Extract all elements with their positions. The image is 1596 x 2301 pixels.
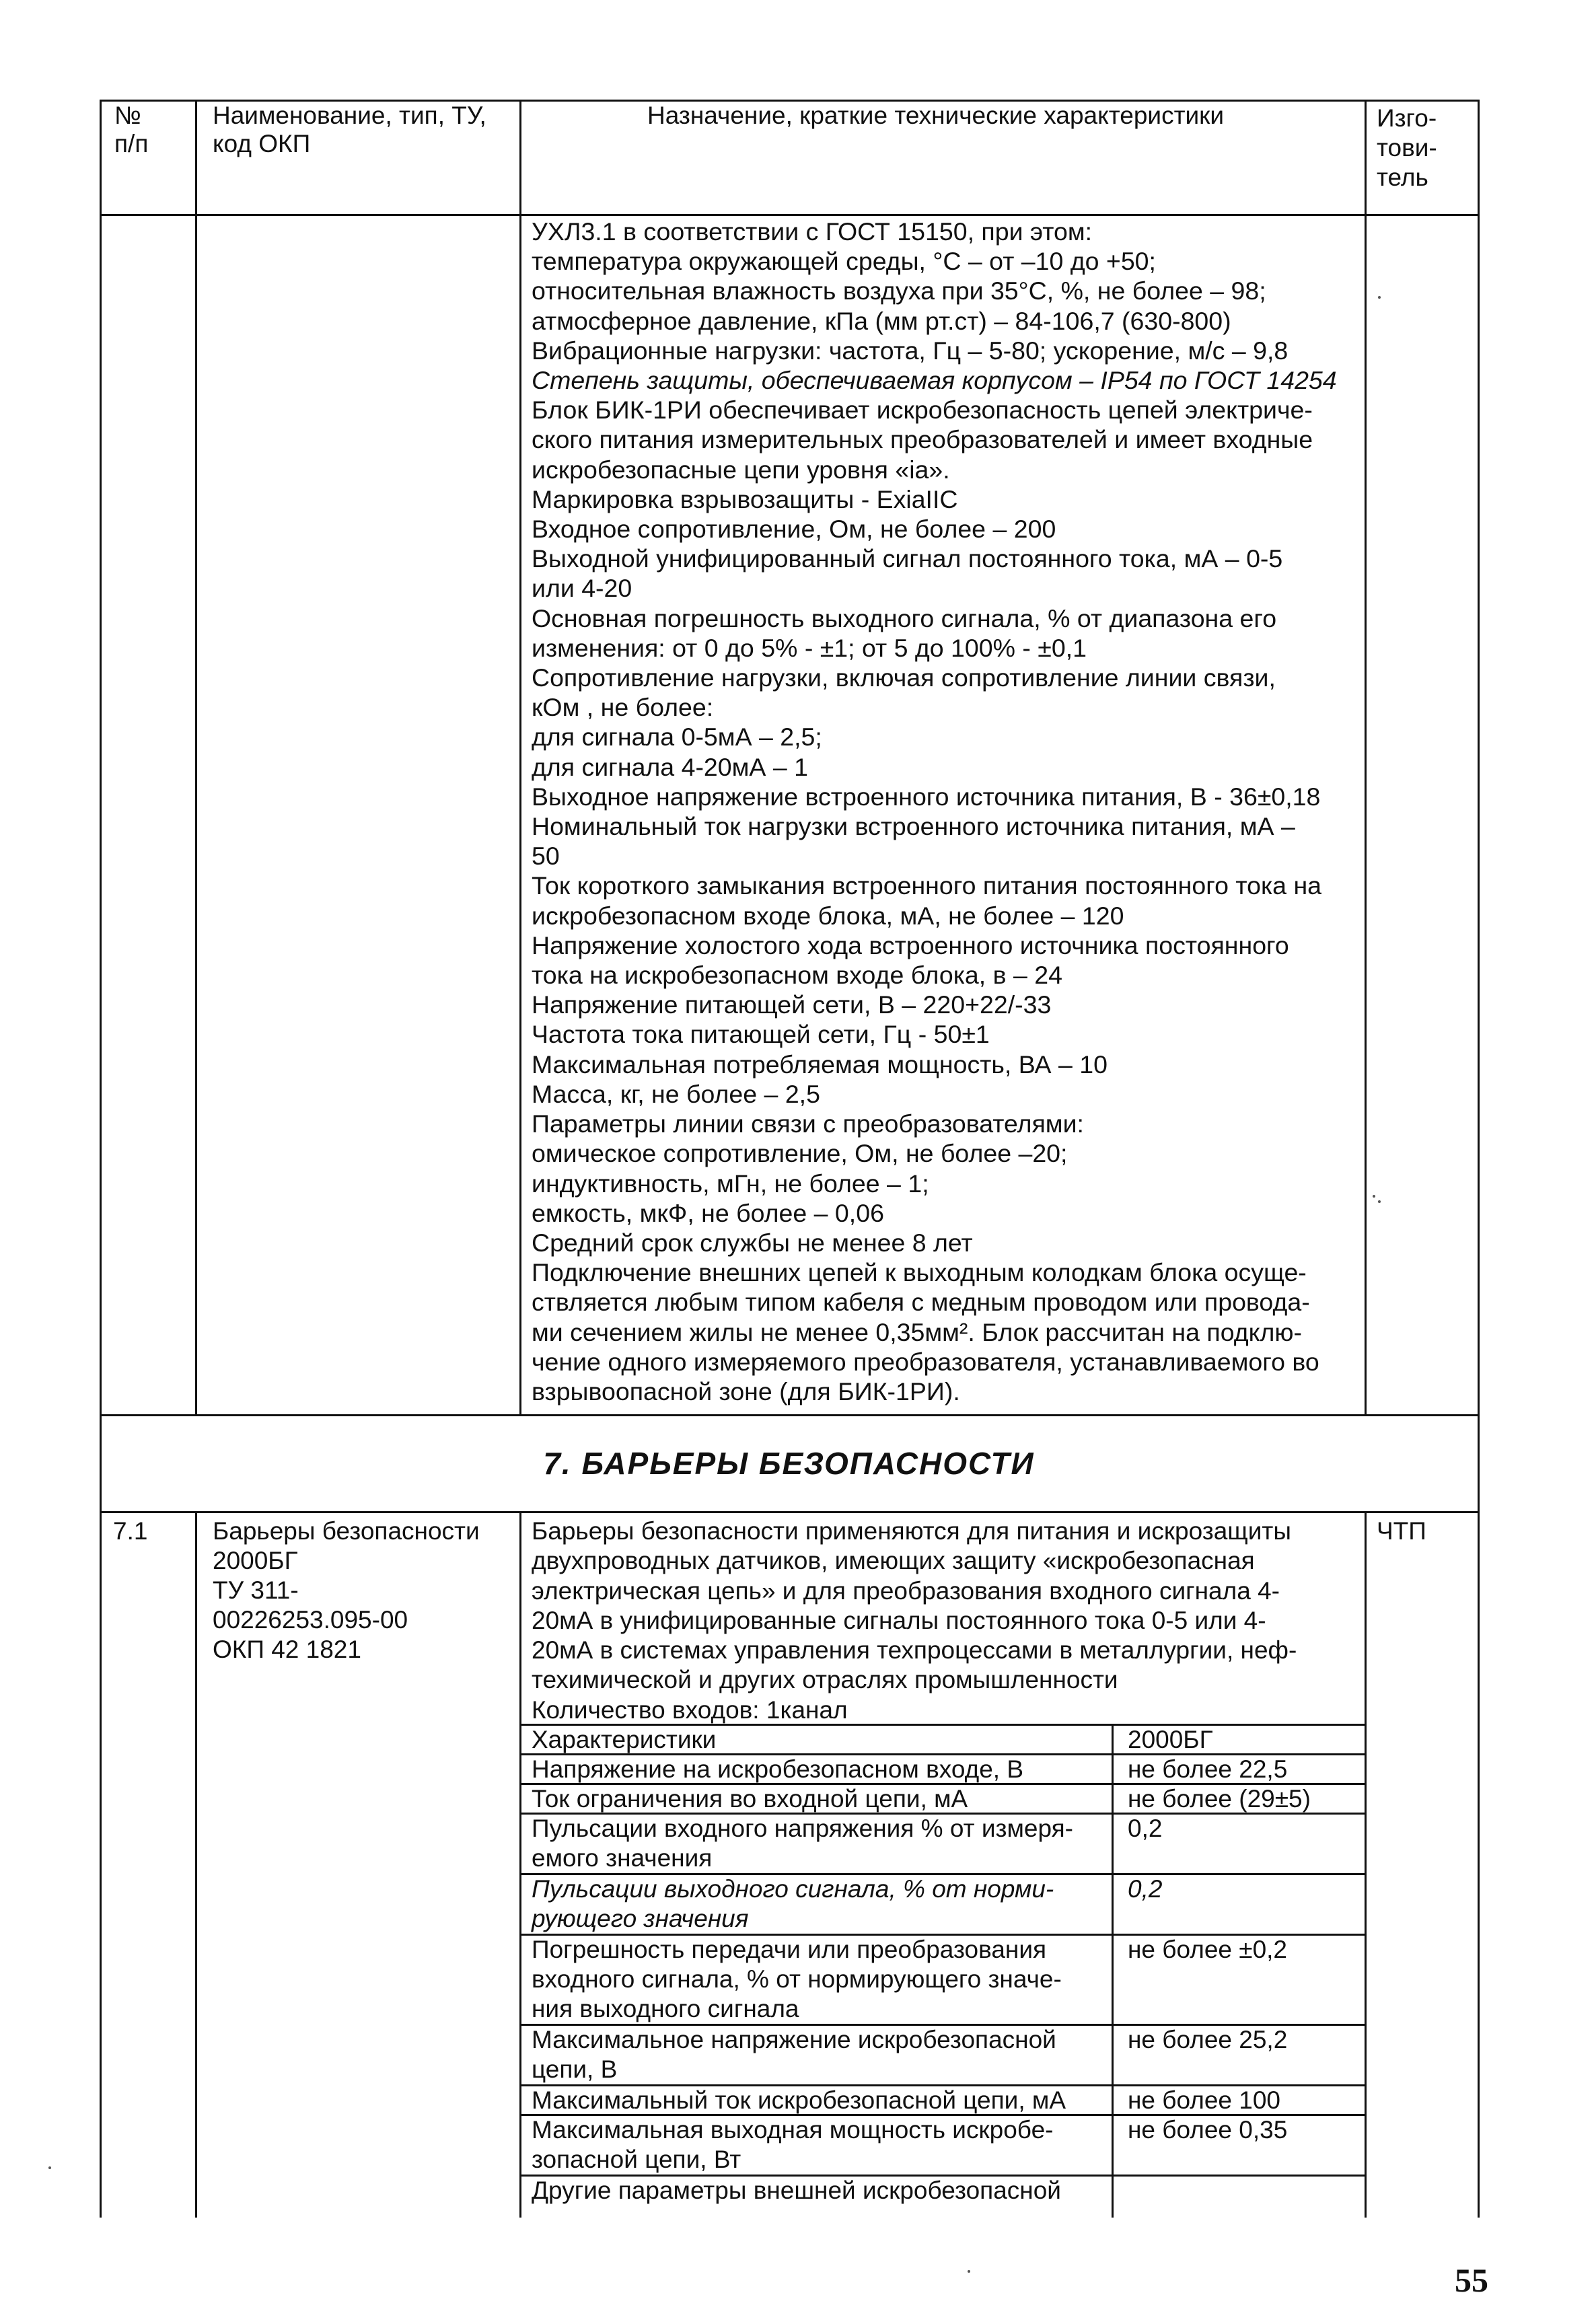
spec-value: не более 0,35 (1128, 2116, 1288, 2144)
intro-line: техимической и других отраслях промышленности (532, 1666, 1118, 1694)
intro-line: Количество входов: 1канал (532, 1695, 848, 1724)
description-line: Масса, кг, не более – 2,5 (532, 1079, 820, 1108)
spec-divider (1112, 1724, 1114, 2218)
section-band-top-border (100, 1414, 1479, 1416)
page-number: 55 (1455, 2261, 1488, 2299)
description-line: Основная погрешность выходного сигнала, % от диапазона его (532, 604, 1277, 632)
scan-speck (1373, 1195, 1375, 1198)
item-intro (532, 1517, 1297, 1725)
description-line: кОм , не более: (532, 693, 714, 722)
col-line-right (1478, 100, 1480, 1416)
item-name-line: Барьеры безопасности (213, 1517, 480, 1545)
spec-value: не более 25,2 (1128, 2026, 1288, 2053)
spec-param: цепи, В (532, 2055, 618, 2083)
description-line: Максимальная потребляемая мощность, ВА – 10 (532, 1050, 1108, 1079)
spec-param: входного сигнала, % от нормирующего значе- (532, 1965, 1062, 1993)
col-line-num-2 (195, 1511, 197, 2218)
description-line: изменения: от 0 до 5% - ±1; от 5 до 100% - ±0,1 (532, 633, 1087, 662)
header-purpose: Назначение, краткие технические характеристики (647, 102, 1225, 129)
header-maker-line1: Изго- (1377, 104, 1437, 132)
spec-value: не более (29±5) (1128, 1785, 1311, 1813)
col-line-right-2 (1478, 1511, 1480, 2218)
scan-speck (1378, 296, 1381, 299)
col-line-name (519, 100, 521, 1416)
spec-param: Пульсации выходного сигнала, % от норми- (532, 1875, 1054, 1903)
col-line-name-2 (519, 1511, 521, 2218)
spec-param: Ток ограничения во входной цепи, мА (532, 1785, 968, 1813)
header-bottom-border (100, 214, 1479, 216)
description-line: искробезопасные цепи уровня «ia». (532, 455, 950, 484)
spec-param: Погрешность передачи или преобразования (532, 1936, 1047, 1963)
description-line: Маркировка взрывозащиты - ExiaIIC (532, 484, 958, 513)
description-line: температура окружающей среды, °С – от –10 до +50; (532, 247, 1156, 276)
description-line: тока на искробезопасном входе блока, в – 24 (532, 961, 1062, 990)
description-line: Номинальный ток нагрузки встроенного источника питания, мА – (532, 812, 1295, 841)
spec-param: емого значения (532, 1844, 713, 1872)
description-line: Выходной унифицированный сигнал постоянного тока, мА – 0-5 (532, 544, 1283, 573)
spec-value: не более 100 (1128, 2086, 1281, 2114)
description-line: Частота тока питающей сети, Гц - 50±1 (532, 1020, 990, 1049)
item-maker: ЧТП (1377, 1517, 1426, 1545)
description-line: Средний срок службы не менее 8 лет (532, 1228, 973, 1257)
col-line-left (100, 100, 102, 1416)
description-line: ского питания измерительных преобразователей и имеет входные (532, 425, 1313, 454)
col-line-num (195, 100, 197, 1416)
band-line-right (1478, 1414, 1480, 1513)
header-num-line2: п/п (114, 130, 149, 157)
spec-param: ния выходного сигнала (532, 1995, 799, 2022)
description-line: относительная влажность воздуха при 35°С, %, не более – 98; (532, 277, 1266, 305)
continued-description (532, 217, 1337, 1406)
item-name-line: 2000БГ (213, 1547, 298, 1574)
spec-value: 0,2 (1128, 1875, 1163, 1903)
description-line: ми сечением жилы не менее 0,35мм². Блок рассчитан на подклю- (532, 1317, 1302, 1346)
description-line: Сопротивление нагрузки, включая сопротивление линии связи, (532, 663, 1276, 692)
item-name-line: 00226253.095-00 (213, 1606, 408, 1634)
description-line: Вибрационные нагрузки: частота, Гц – 5-80; ускорение, м/с – 9,8 (532, 336, 1289, 365)
description-line: Степень защиты, обеспечиваемая корпусом – IP54 по ГОСТ 14254 (532, 366, 1337, 395)
description-line: для сигнала 4-20мА – 1 (532, 752, 808, 781)
description-line: для сигнала 0-5мА – 2,5; (532, 723, 822, 752)
description-line: атмосферное давление, кПа (мм рт.ст) – 84-106,7 (630-800) (532, 306, 1231, 335)
description-line: Входное сопротивление, Ом, не более – 200 (532, 515, 1056, 544)
description-line: емкость, мкФ, не более – 0,06 (532, 1198, 884, 1227)
col-line-left-2 (100, 1511, 102, 2218)
item-number: 7.1 (113, 1517, 148, 1545)
description-line: 50 (532, 842, 560, 871)
intro-line: 20мА в системах управления техпроцессами в металлургии, неф- (532, 1636, 1297, 1665)
spec-param: Максимальный ток искробезопасной цепи, мА (532, 2086, 1066, 2114)
spec-value: не более ±0,2 (1128, 1936, 1288, 1963)
spec-param: Пульсации входного напряжения % от измеря- (532, 1815, 1074, 1842)
spec-param: Напряжение на искробезопасном входе, В (532, 1755, 1024, 1783)
description-line: Выходное напряжение встроенного источника питания, В - 36±0,18 (532, 782, 1321, 811)
header-name-line2: код ОКП (213, 130, 311, 157)
section-title: 7. БАРЬЕРЫ БЕЗОПАСНОСТИ (543, 1446, 1035, 1481)
header-maker-line2: тови- (1377, 134, 1437, 161)
item-name-line: ТУ 311- (213, 1576, 299, 1604)
item-name-line: ОКП 42 1821 (213, 1636, 361, 1663)
spec-param: Характеристики (532, 1726, 717, 1753)
spec-value: не более 22,5 (1128, 1755, 1288, 1783)
spec-param: Максимальная выходная мощность искробе- (532, 2116, 1054, 2144)
spec-value: 0,2 (1128, 1815, 1163, 1842)
description-line: искробезопасном входе блока, мА, не более – 120 (532, 901, 1124, 930)
spec-param: Максимальное напряжение искробезопасной (532, 2026, 1056, 2053)
intro-line: двухпроводных датчиков, имеющих защиту «искробезопасная (532, 1547, 1255, 1575)
description-line: Параметры линии связи с преобразователями: (532, 1109, 1084, 1138)
description-line: индуктивность, мГн, не более – 1; (532, 1169, 929, 1198)
description-line: или 4-20 (532, 574, 632, 603)
spec-param: зопасной цепи, Вт (532, 2146, 741, 2173)
description-line: Напряжение питающей сети, В – 220+22/-33 (532, 990, 1052, 1019)
header-name-line1: Наименование, тип, ТУ, (213, 102, 486, 129)
header-maker-line3: тель (1377, 163, 1428, 191)
intro-line: 20мА в унифицированные сигналы постоянного тока 0-5 или 4- (532, 1606, 1266, 1634)
header-num-line1: № (114, 102, 141, 129)
scan-speck (968, 2270, 970, 2273)
description-line: Блок БИК-1РИ обеспечивает искробезопасность цепей электриче- (532, 396, 1313, 425)
description-line: ствляется любым типом кабеля с медным проводом или провода- (532, 1288, 1310, 1317)
spec-value: 2000БГ (1128, 1726, 1213, 1753)
description-line: омическое сопротивление, Ом, не более –20; (532, 1139, 1068, 1168)
spec-param: Другие параметры внешней искробезопасной (532, 2177, 1061, 2204)
description-line: Подключение внешних цепей к выходным колодкам блока осуще- (532, 1258, 1307, 1287)
description-line: взрывоопасной зоне (для БИК-1РИ). (532, 1377, 960, 1405)
intro-line: Барьеры безопасности применяются для питания и искрозащиты (532, 1517, 1291, 1545)
description-line: Напряжение холостого хода встроенного источника постоянного (532, 930, 1289, 959)
scan-speck (48, 2166, 51, 2169)
scan-speck (1378, 1200, 1381, 1203)
description-line: Ток короткого замыкания встроенного питания постоянного тока на (532, 871, 1322, 900)
col-line-purpose-2 (1365, 1511, 1367, 2218)
spec-param: рующего значения (532, 1905, 749, 1932)
description-line: чение одного измеряемого преобразователя, устанавливаемого во (532, 1347, 1319, 1376)
section-band-bottom-border (100, 1511, 1479, 1513)
col-line-purpose (1365, 100, 1367, 1416)
intro-line: электрическая цепь» и для преобразования входного сигнала 4- (532, 1576, 1280, 1605)
description-line: УХЛ3.1 в соответствии с ГОСТ 15150, при этом: (532, 217, 1093, 246)
